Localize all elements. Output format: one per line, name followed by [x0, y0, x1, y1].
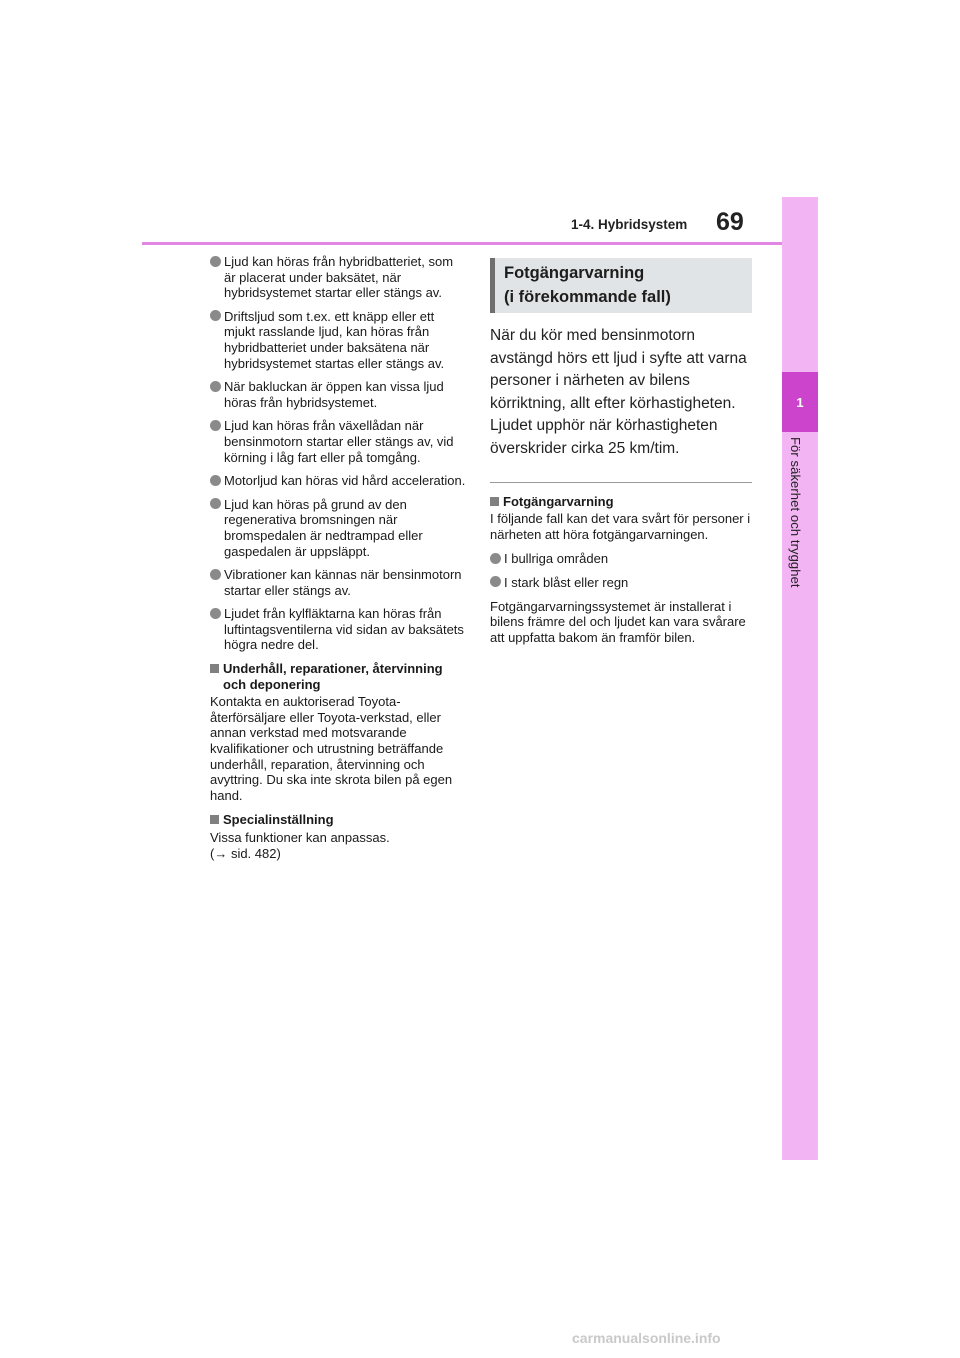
bullet-icon: [490, 576, 501, 587]
list-item-text: Ljud kan höras från växellådan när bensinmotorn startar eller stängs av, vid körning i låg fart eller på tomgång.: [224, 418, 454, 465]
maintenance-heading-text: Underhåll, reparationer, återvinning och deponering: [223, 661, 443, 692]
chapter-number[interactable]: 1: [782, 372, 818, 432]
list-item-text: När bakluckan är öppen kan vissa ljud höras från hybridsystemet.: [224, 379, 444, 410]
list-item: [210, 497, 468, 559]
pedestrian-warning-heading-text: Fotgängarvarning: [503, 493, 614, 509]
bullet-icon: [210, 475, 221, 486]
list-item-text: Ljudet från kylfläktarna kan höras från luftintagsventilerna vid sidan av baksätets högra nedre del.: [224, 606, 464, 653]
section-title: 1-4. Hybridsystem: [571, 217, 688, 232]
page-reference-link[interactable]: (→ sid. 482): [210, 845, 281, 861]
divider: [490, 482, 752, 483]
pedestrian-warning-heading: [490, 494, 752, 510]
maintenance-text: Kontakta en auktoriserad Toyota-återförsäljare eller Toyota-verkstad, eller annan verkstad med motsvarande kvalifikationer och utrustning beträffande underhåll, reparation, återvinning och avyttring. Du ska inte skrota bilen på egen hand.: [210, 694, 453, 803]
section-heading-line2: (i förekommande fall): [504, 288, 671, 306]
list-item: [210, 379, 468, 410]
bullet-icon: [210, 569, 221, 580]
square-bullet-icon: [210, 664, 219, 673]
bullet-icon: [210, 608, 221, 619]
list-item: [490, 551, 752, 567]
list-item: [490, 575, 752, 591]
watermark: carmanualsonline.info: [572, 1330, 721, 1346]
list-item: [210, 254, 468, 301]
list-item-text: Driftsljud som t.ex. ett knäpp eller ett mjukt rasslande ljud, kan höras från hybridbatteriet under baksätena när hybridsystemet startas eller stängs av.: [224, 308, 445, 371]
bullet-icon: [210, 256, 221, 267]
special-heading: [210, 812, 468, 828]
bullet-icon: [210, 310, 221, 321]
section-heading-box: [490, 258, 752, 313]
list-item-text: Ljud kan höras på grund av den regenerativa bromsningen när bromspedalen är nedtrampad eller gaspedalen är uppsläppt.: [224, 496, 423, 559]
right-column: [490, 258, 752, 654]
pedestrian-warning-outro: Fotgängarvarningssystemet är installerat i bilens främre del och ljudet kan vara svårare att uppfatta bakom än framför bilen.: [490, 598, 746, 645]
list-item-text: I bullriga områden: [504, 551, 609, 567]
header-rule: [142, 242, 782, 245]
chapter-label: För säkerhet och trygghet: [788, 437, 803, 588]
special-text: Vissa funktioner kan anpassas.: [210, 830, 390, 845]
bullet-icon: [210, 498, 221, 509]
chapter-side-tab[interactable]: [782, 197, 818, 1160]
list-item: [210, 309, 468, 371]
list-item-text: I stark blåst eller regn: [504, 574, 629, 590]
bullet-icon: [490, 553, 501, 564]
pedestrian-warning-intro: I följande fall kan det vara svårt för personer i närheten att höra fotgängarvarningen.: [490, 511, 751, 542]
maintenance-heading: [210, 661, 468, 692]
special-heading-text: Specialinställning: [223, 812, 334, 828]
page-number: 69: [716, 208, 744, 236]
bullet-icon: [210, 381, 221, 392]
list-item: [210, 606, 468, 653]
left-column: [210, 254, 468, 861]
list-item: [210, 418, 468, 465]
list-item-text: Ljud kan höras från hybridbatteriet, som är placerat under baksätet, när hybridsystemet startar eller stängs av.: [224, 254, 454, 301]
square-bullet-icon: [210, 815, 219, 824]
list-item: [210, 567, 468, 598]
list-item: [210, 473, 468, 489]
lead-paragraph: När du kör med bensinmotorn avstängd hörs ett ljud i syfte att varna personer i närheten av bilens körriktning, allt efter körhastigheten. Ljudet upphör när körhastigheten överskrider cirka 25 km/tim.: [490, 327, 747, 457]
list-item-text: Motorljud kan höras vid hård acceleration.: [224, 473, 466, 489]
section-heading-line1: Fotgängarvarning: [504, 264, 645, 282]
list-item-text: Vibrationer kan kännas när bensinmotorn startar eller stängs av.: [224, 567, 462, 598]
square-bullet-icon: [490, 497, 499, 506]
bullet-icon: [210, 420, 221, 431]
